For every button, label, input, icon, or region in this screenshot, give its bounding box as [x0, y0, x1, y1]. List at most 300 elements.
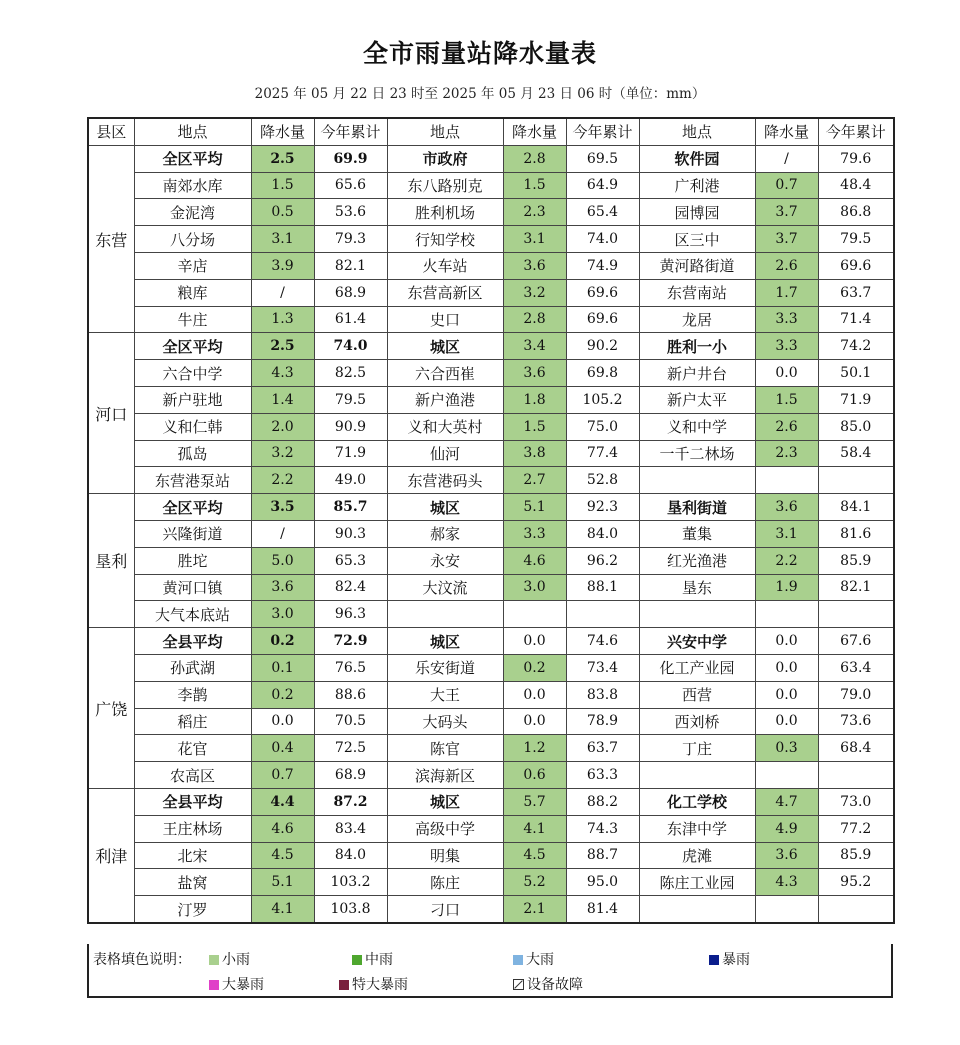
rainfall-value: 1.2	[503, 735, 566, 762]
location-name	[639, 762, 755, 789]
rainfall-value: 1.7	[755, 279, 818, 306]
location-name: 孙武湖	[134, 654, 251, 681]
swatch-icon	[709, 955, 719, 965]
county-name: 利津	[88, 788, 134, 922]
table-row	[88, 762, 894, 789]
location-name: 行知学校	[387, 226, 503, 253]
annual-total-value: 65.3	[314, 547, 387, 574]
location-name: 陈庄工业园	[639, 869, 755, 896]
annual-total-value: 53.6	[314, 199, 387, 226]
annual-total-value: 67.6	[818, 628, 894, 655]
rainfall-value: 1.5	[755, 386, 818, 413]
annual-total-value: 95.2	[818, 869, 894, 896]
table-row	[88, 440, 894, 467]
annual-total-value: 86.8	[818, 199, 894, 226]
swatch-icon	[339, 980, 349, 990]
location-name: 金泥湾	[134, 199, 251, 226]
county-name: 广饶	[88, 628, 134, 789]
annual-total-value: 88.1	[566, 574, 639, 601]
location-name: 史口	[387, 306, 503, 333]
location-name: 一千二林场	[639, 440, 755, 467]
annual-total-value: 95.0	[566, 869, 639, 896]
rainfall-value: 2.5	[251, 333, 314, 360]
rainfall-value: 3.2	[251, 440, 314, 467]
swatch-icon	[513, 955, 523, 965]
annual-total-value: 83.4	[314, 815, 387, 842]
rainfall-value: 2.0	[251, 413, 314, 440]
location-name: 全区平均	[134, 145, 251, 172]
header-annual-total: 今年累计	[314, 118, 387, 145]
header-location: 地点	[639, 118, 755, 145]
legend-item-label: 大雨	[526, 952, 554, 968]
county-name: 垦利	[88, 494, 134, 628]
location-name: 牛庄	[134, 306, 251, 333]
table-row	[88, 226, 894, 253]
annual-total-value: 74.0	[566, 226, 639, 253]
rainfall-value: 1.5	[503, 172, 566, 199]
legend-item-rainstorm	[709, 949, 750, 969]
annual-total-value: 105.2	[566, 386, 639, 413]
location-name: 李鹊	[134, 681, 251, 708]
location-name: 东营港泵站	[134, 467, 251, 494]
rainfall-value: 4.3	[755, 869, 818, 896]
annual-total-value: 85.9	[818, 842, 894, 869]
rainfall-value: 2.8	[503, 145, 566, 172]
location-name: 市政府	[387, 145, 503, 172]
header-county: 县区	[88, 118, 134, 145]
location-name: 八分场	[134, 226, 251, 253]
rainfall-value: 3.6	[503, 360, 566, 387]
location-name: 新户渔港	[387, 386, 503, 413]
location-name: 董集	[639, 520, 755, 547]
location-name: 高级中学	[387, 815, 503, 842]
rainfall-value	[755, 762, 818, 789]
annual-total-value: 69.9	[314, 145, 387, 172]
rainfall-value: 5.7	[503, 788, 566, 815]
annual-total-value: 77.2	[818, 815, 894, 842]
location-name: 全县平均	[134, 788, 251, 815]
rainfall-value: 3.6	[251, 574, 314, 601]
annual-total-value: 72.5	[314, 735, 387, 762]
location-name: 郝家	[387, 520, 503, 547]
rainfall-value: 3.6	[755, 494, 818, 521]
rainfall-value: /	[755, 145, 818, 172]
rainfall-value: 0.5	[251, 199, 314, 226]
rainfall-value: 1.5	[503, 413, 566, 440]
location-name: 兴隆街道	[134, 520, 251, 547]
rainfall-value: 0.0	[755, 681, 818, 708]
table-row	[88, 654, 894, 681]
location-name: 虎滩	[639, 842, 755, 869]
location-name: 西营	[639, 681, 755, 708]
annual-total-value: 64.9	[566, 172, 639, 199]
annual-total-value: 88.7	[566, 842, 639, 869]
rainfall-value: 2.5	[251, 145, 314, 172]
location-name: 义和中学	[639, 413, 755, 440]
legend-label: 表格填色说明：	[93, 952, 191, 968]
location-name	[639, 467, 755, 494]
annual-total-value: 84.0	[314, 842, 387, 869]
location-name: 乐安街道	[387, 654, 503, 681]
annual-total-value: 78.9	[566, 708, 639, 735]
annual-total-value: 50.1	[818, 360, 894, 387]
location-name: 王庄林场	[134, 815, 251, 842]
location-name: 全区平均	[134, 333, 251, 360]
annual-total-value: 79.6	[818, 145, 894, 172]
header-annual-total: 今年累计	[566, 118, 639, 145]
location-name: 胜坨	[134, 547, 251, 574]
rainfall-value: 4.9	[755, 815, 818, 842]
rainfall-value: 2.2	[755, 547, 818, 574]
location-name: 南郊水库	[134, 172, 251, 199]
rainfall-value: 1.4	[251, 386, 314, 413]
table-row	[88, 172, 894, 199]
annual-total-value: 82.1	[314, 252, 387, 279]
rainfall-value	[755, 601, 818, 628]
location-name: 大气本底站	[134, 601, 251, 628]
location-name: 粮库	[134, 279, 251, 306]
legend-item-label: 中雨	[365, 952, 393, 968]
annual-total-value: 79.0	[818, 681, 894, 708]
header-annual-total: 今年累计	[818, 118, 894, 145]
rainfall-value: 3.2	[503, 279, 566, 306]
table-row-average	[88, 145, 894, 172]
annual-total-value: 71.9	[818, 386, 894, 413]
rainfall-value: 3.7	[755, 199, 818, 226]
annual-total-value: 88.2	[566, 788, 639, 815]
page-title: 全市雨量站降水量表	[362, 39, 597, 68]
location-name: 胜利机场	[387, 199, 503, 226]
rainfall-value: 2.6	[755, 252, 818, 279]
location-name: 城区	[387, 628, 503, 655]
rainfall-value: 5.1	[251, 869, 314, 896]
annual-total-value: 74.3	[566, 815, 639, 842]
location-name: 仙河	[387, 440, 503, 467]
annual-total-value	[818, 896, 894, 923]
location-name: 大码头	[387, 708, 503, 735]
rainfall-value: 0.3	[755, 735, 818, 762]
rainfall-value: 5.1	[503, 494, 566, 521]
rainfall-value: 0.0	[503, 628, 566, 655]
rainfall-value: 4.1	[251, 896, 314, 923]
annual-total-value: 90.9	[314, 413, 387, 440]
location-name: 城区	[387, 333, 503, 360]
rainfall-value: 1.3	[251, 306, 314, 333]
fault-box-icon	[513, 979, 524, 990]
location-name: 龙居	[639, 306, 755, 333]
location-name: 义和大英村	[387, 413, 503, 440]
location-name: 黄河口镇	[134, 574, 251, 601]
location-name: 软件园	[639, 145, 755, 172]
swatch-icon	[209, 955, 219, 965]
table-row	[88, 413, 894, 440]
annual-total-value: 63.3	[566, 762, 639, 789]
table-row	[88, 252, 894, 279]
annual-total-value: 48.4	[818, 172, 894, 199]
table-row	[88, 735, 894, 762]
annual-total-value: 65.6	[314, 172, 387, 199]
header-rainfall: 降水量	[251, 118, 314, 145]
location-name: 六合西崔	[387, 360, 503, 387]
annual-total-value: 96.3	[314, 601, 387, 628]
location-name: 孤岛	[134, 440, 251, 467]
annual-total-value: 68.9	[314, 762, 387, 789]
location-name: 兴安中学	[639, 628, 755, 655]
annual-total-value: 68.4	[818, 735, 894, 762]
annual-total-value: 81.4	[566, 896, 639, 923]
rainfall-value: /	[251, 279, 314, 306]
table-row	[88, 360, 894, 387]
legend-item-small-rain	[209, 949, 250, 969]
annual-total-value	[566, 601, 639, 628]
location-name: 全县平均	[134, 628, 251, 655]
rainfall-value: 3.6	[755, 842, 818, 869]
annual-total-value: 71.4	[818, 306, 894, 333]
location-name: 新户井台	[639, 360, 755, 387]
annual-total-value: 74.0	[314, 333, 387, 360]
time-range-subtitle: 2025 年 05 月 22 日 23 时至 2025 年 05 月 23 日 06 时（单位：mm）	[254, 86, 706, 102]
table-row	[88, 279, 894, 306]
annual-total-value: 76.5	[314, 654, 387, 681]
table-row	[88, 815, 894, 842]
annual-total-value: 73.4	[566, 654, 639, 681]
legend-item-label: 大暴雨	[222, 977, 264, 993]
annual-total-value: 74.9	[566, 252, 639, 279]
rainfall-value: 4.3	[251, 360, 314, 387]
rainfall-value: 4.5	[251, 842, 314, 869]
rainfall-value: 2.8	[503, 306, 566, 333]
annual-total-value: 82.4	[314, 574, 387, 601]
location-name: 大汶流	[387, 574, 503, 601]
rainfall-value: 2.1	[503, 896, 566, 923]
annual-total-value: 61.4	[314, 306, 387, 333]
legend-item-extreme-rainstorm	[339, 974, 408, 994]
annual-total-value: 73.6	[818, 708, 894, 735]
rainfall-value: 3.4	[503, 333, 566, 360]
rainfall-value: 0.0	[755, 708, 818, 735]
location-name: 西刘桥	[639, 708, 755, 735]
rainfall-value: 2.3	[755, 440, 818, 467]
rainfall-value: 0.0	[251, 708, 314, 735]
rainfall-value: 4.1	[503, 815, 566, 842]
header-location: 地点	[134, 118, 251, 145]
rainfall-value: 3.5	[251, 494, 314, 521]
location-name: 红光渔港	[639, 547, 755, 574]
location-name: 花官	[134, 735, 251, 762]
rainfall-value: 0.7	[251, 762, 314, 789]
rainfall-value: 2.6	[755, 413, 818, 440]
annual-total-value: 70.5	[314, 708, 387, 735]
table-row	[88, 547, 894, 574]
table-row	[88, 708, 894, 735]
swatch-icon	[209, 980, 219, 990]
table-row	[88, 386, 894, 413]
rainfall-value: 1.5	[251, 172, 314, 199]
location-name: 东营高新区	[387, 279, 503, 306]
rainfall-value: 0.2	[251, 681, 314, 708]
annual-total-value: 69.8	[566, 360, 639, 387]
location-name: 火车站	[387, 252, 503, 279]
rainfall-value: 0.0	[755, 360, 818, 387]
table-row	[88, 467, 894, 494]
annual-total-value: 74.6	[566, 628, 639, 655]
table-body	[88, 145, 894, 923]
annual-total-value: 69.6	[566, 306, 639, 333]
annual-total-value: 90.3	[314, 520, 387, 547]
location-name: 区三中	[639, 226, 755, 253]
legend-item-label: 小雨	[222, 952, 250, 968]
annual-total-value	[818, 762, 894, 789]
location-name: 城区	[387, 494, 503, 521]
annual-total-value: 83.8	[566, 681, 639, 708]
location-name: 义和仁韩	[134, 413, 251, 440]
annual-total-value: 96.2	[566, 547, 639, 574]
rainfall-table	[87, 117, 895, 924]
location-name: 陈官	[387, 735, 503, 762]
annual-total-value: 88.6	[314, 681, 387, 708]
rainfall-value: 4.6	[503, 547, 566, 574]
location-name: 广利港	[639, 172, 755, 199]
legend-item-heavy-rainstorm	[209, 974, 264, 994]
rainfall-value: 5.2	[503, 869, 566, 896]
annual-total-value: 87.2	[314, 788, 387, 815]
rainfall-value: 2.7	[503, 467, 566, 494]
annual-total-value: 84.0	[566, 520, 639, 547]
annual-total-value	[818, 601, 894, 628]
annual-total-value: 103.2	[314, 869, 387, 896]
location-name: 东津中学	[639, 815, 755, 842]
rainfall-value	[755, 467, 818, 494]
annual-total-value: 84.1	[818, 494, 894, 521]
location-name: 胜利一小	[639, 333, 755, 360]
rainfall-value: 4.7	[755, 788, 818, 815]
header-rainfall: 降水量	[503, 118, 566, 145]
rainfall-value: /	[251, 520, 314, 547]
location-name: 垦利街道	[639, 494, 755, 521]
location-name: 丁庄	[639, 735, 755, 762]
location-name: 东营南站	[639, 279, 755, 306]
rainfall-value: 0.0	[755, 628, 818, 655]
location-name: 永安	[387, 547, 503, 574]
table-row	[88, 574, 894, 601]
annual-total-value: 79.5	[314, 386, 387, 413]
annual-total-value: 71.9	[314, 440, 387, 467]
location-name: 刁口	[387, 896, 503, 923]
location-name: 园博园	[639, 199, 755, 226]
annual-total-value: 103.8	[314, 896, 387, 923]
location-name: 东八路别克	[387, 172, 503, 199]
annual-total-value: 85.0	[818, 413, 894, 440]
table-row-average	[88, 494, 894, 521]
county-name: 河口	[88, 333, 134, 494]
rainfall-value: 3.1	[251, 226, 314, 253]
rainfall-value: 3.8	[503, 440, 566, 467]
rainfall-value: 3.0	[251, 601, 314, 628]
annual-total-value: 73.0	[818, 788, 894, 815]
header-rainfall: 降水量	[755, 118, 818, 145]
rainfall-value: 0.0	[503, 708, 566, 735]
annual-total-value: 77.4	[566, 440, 639, 467]
annual-total-value: 49.0	[314, 467, 387, 494]
table-row	[88, 520, 894, 547]
rainfall-value: 1.8	[503, 386, 566, 413]
annual-total-value: 85.7	[314, 494, 387, 521]
legend-item-medium-rain	[352, 949, 393, 969]
rainfall-value: 3.0	[503, 574, 566, 601]
rainfall-value: 3.6	[503, 252, 566, 279]
legend-item-label: 设备故障	[527, 977, 583, 993]
rainfall-value: 3.7	[755, 226, 818, 253]
legend-item-label: 特大暴雨	[352, 977, 408, 993]
location-name: 城区	[387, 788, 503, 815]
annual-total-value: 75.0	[566, 413, 639, 440]
location-name: 六合中学	[134, 360, 251, 387]
table-row-average	[88, 628, 894, 655]
location-name: 汀罗	[134, 896, 251, 923]
location-name: 北宋	[134, 842, 251, 869]
annual-total-value: 82.1	[818, 574, 894, 601]
rainfall-value: 5.0	[251, 547, 314, 574]
table-row	[88, 601, 894, 628]
annual-total-value: 85.9	[818, 547, 894, 574]
annual-total-value: 82.5	[314, 360, 387, 387]
table-row	[88, 199, 894, 226]
legend-item-large-rain	[513, 949, 554, 969]
rainfall-value: 3.1	[755, 520, 818, 547]
rainfall-value: 4.6	[251, 815, 314, 842]
table-row	[88, 306, 894, 333]
table-row	[88, 681, 894, 708]
color-legend	[87, 944, 893, 998]
annual-total-value: 69.5	[566, 145, 639, 172]
annual-total-value: 74.2	[818, 333, 894, 360]
rainfall-value: 4.4	[251, 788, 314, 815]
rainfall-value: 3.1	[503, 226, 566, 253]
rainfall-value: 3.3	[503, 520, 566, 547]
swatch-icon	[352, 955, 362, 965]
annual-total-value: 79.3	[314, 226, 387, 253]
annual-total-value: 63.7	[818, 279, 894, 306]
annual-total-value: 92.3	[566, 494, 639, 521]
location-name: 东营港码头	[387, 467, 503, 494]
table-row	[88, 869, 894, 896]
annual-total-value: 65.4	[566, 199, 639, 226]
location-name: 明集	[387, 842, 503, 869]
location-name: 化工产业园	[639, 654, 755, 681]
location-name	[387, 601, 503, 628]
rainfall-value: 0.0	[755, 654, 818, 681]
location-name	[639, 601, 755, 628]
table-header-row	[88, 118, 894, 145]
legend-item-equipment-fault	[513, 974, 583, 994]
location-name: 新户太平	[639, 386, 755, 413]
annual-total-value: 52.8	[566, 467, 639, 494]
legend-item-label: 暴雨	[722, 952, 750, 968]
rainfall-value: 3.9	[251, 252, 314, 279]
location-name	[639, 896, 755, 923]
rainfall-value: 0.0	[503, 681, 566, 708]
annual-total-value: 68.9	[314, 279, 387, 306]
table-row-average	[88, 333, 894, 360]
location-name: 化工学校	[639, 788, 755, 815]
annual-total-value: 69.6	[818, 252, 894, 279]
table-row	[88, 896, 894, 923]
rainfall-value: 0.4	[251, 735, 314, 762]
rainfall-value: 3.3	[755, 333, 818, 360]
annual-total-value: 63.4	[818, 654, 894, 681]
location-name: 盐窝	[134, 869, 251, 896]
rainfall-value: 0.2	[251, 628, 314, 655]
